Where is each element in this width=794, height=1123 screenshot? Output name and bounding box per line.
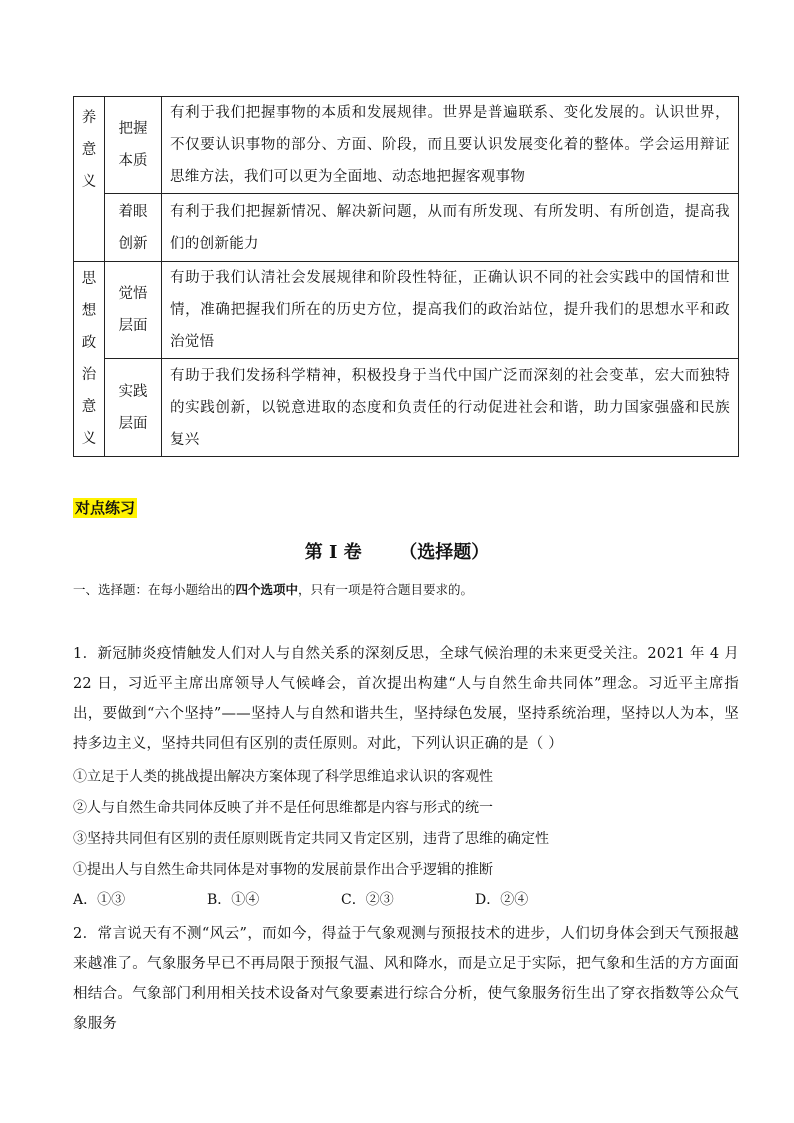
instruction (73, 581, 473, 599)
category-label: 养 意 义 (81, 110, 97, 190)
sub-cell (105, 262, 162, 359)
volume-title: 第 I 卷 （选择题） (304, 542, 490, 563)
content-cell: 有助于我们发扬科学精神，积极投身于当代中国广泛而深刻的社会变革，宏大而独特的实践创新，以锐意进取的态度和负责任的行动促进社会和谐，助力国家强盛和民族复兴 (162, 359, 739, 457)
option-1: ①立足于人类的挑战提出解决方案体现了科学思维追求认识的客观性 (73, 769, 493, 785)
sub-cell (105, 194, 162, 262)
content-cell: 有利于我们把握新情况、解决新问题，从而有所发现、有所发明、有所创造，提高我们的创新能力 (162, 194, 739, 262)
choice-c[interactable]: C．②③ (341, 892, 394, 908)
instruction-suffix: ，只有一项是符合题目要求的。 (298, 582, 474, 597)
content-cell: 有利于我们把握事物的本质和发展规律。世界是普遍联系、变化发展的。认识世界，不仅要认识事物的部分、方面、阶段，而且要认识发展变化着的整体。学会运用辩证思维方法，我们可以更为全面地、动态地把握客观事物 (162, 97, 739, 194)
sub-label: 觉悟 层面 (118, 286, 148, 334)
instruction-bold: 四个选项中 (235, 582, 299, 597)
instruction-prefix: 一、选择题：在每小题给出的 (73, 582, 236, 597)
question-2-stem: 2．常言说天有不测“风云”，而如今，得益于气象观测与预报技术的进步，人们切身体会到天气预报越来越准了。气象服务早已不再局限于预报气温、风和降水，而是立足于实际，把气象和生活的方方面面相结合。气象部门利用相关技术设备对气象要素进行综合分析，使气象服务衍生出了穿衣指数等公众气象服务 (73, 926, 739, 1032)
summary-table (73, 96, 739, 457)
category-cell (74, 97, 105, 262)
sub-label: 着眼 创新 (118, 203, 148, 252)
category-label: 思 想 政 治 意 义 (81, 271, 97, 447)
content-cell: 有助于我们认清社会发展规律和阶段性特征，正确认识不同的社会实践中的国情和世情，准确把握我们所在的历史方位，提高我们的政治站位，提升我们的思想水平和政治觉悟 (162, 262, 739, 359)
choice-b[interactable]: B．①④ (207, 892, 260, 908)
sub-cell (105, 359, 162, 457)
option-2: ②人与自然生命共同体反映了并不是任何思维都是内容与形式的统一 (73, 800, 493, 816)
section-label: 对点练习 (75, 499, 136, 517)
sub-cell (105, 97, 162, 194)
sub-label: 实践 层面 (118, 383, 148, 432)
choice-d[interactable]: D．②④ (475, 892, 529, 908)
question-1-stem: 1．新冠肺炎疫情触发人们对人与自然关系的深刻反思，全球气候治理的未来更受关注。2021 年 4 月 22 日，习近平主席出席领导人气候峰会，首次提出构建“人与自然生命共同体”理念。习近平主席指出，要做到“六个坚持”——坚持人与自然和谐共生，坚持绿色发展，坚持系统治理，坚持以人为本，坚持多边主义，坚持共同但有区别的责任原则。对此，下列认识正确的是（ ） (73, 646, 739, 752)
choice-a[interactable]: A．①③ (73, 892, 126, 908)
category-cell (74, 262, 105, 457)
sub-label: 把握 本质 (118, 121, 148, 169)
option-4: ①提出人与自然生命共同体是对事物的发展前景作出合乎逻辑的推断 (73, 862, 493, 878)
answer-choices (73, 890, 673, 910)
option-3: ③坚持共同但有区别的责任原则既肯定共同又肯定区别，违背了思维的确定性 (73, 831, 549, 847)
